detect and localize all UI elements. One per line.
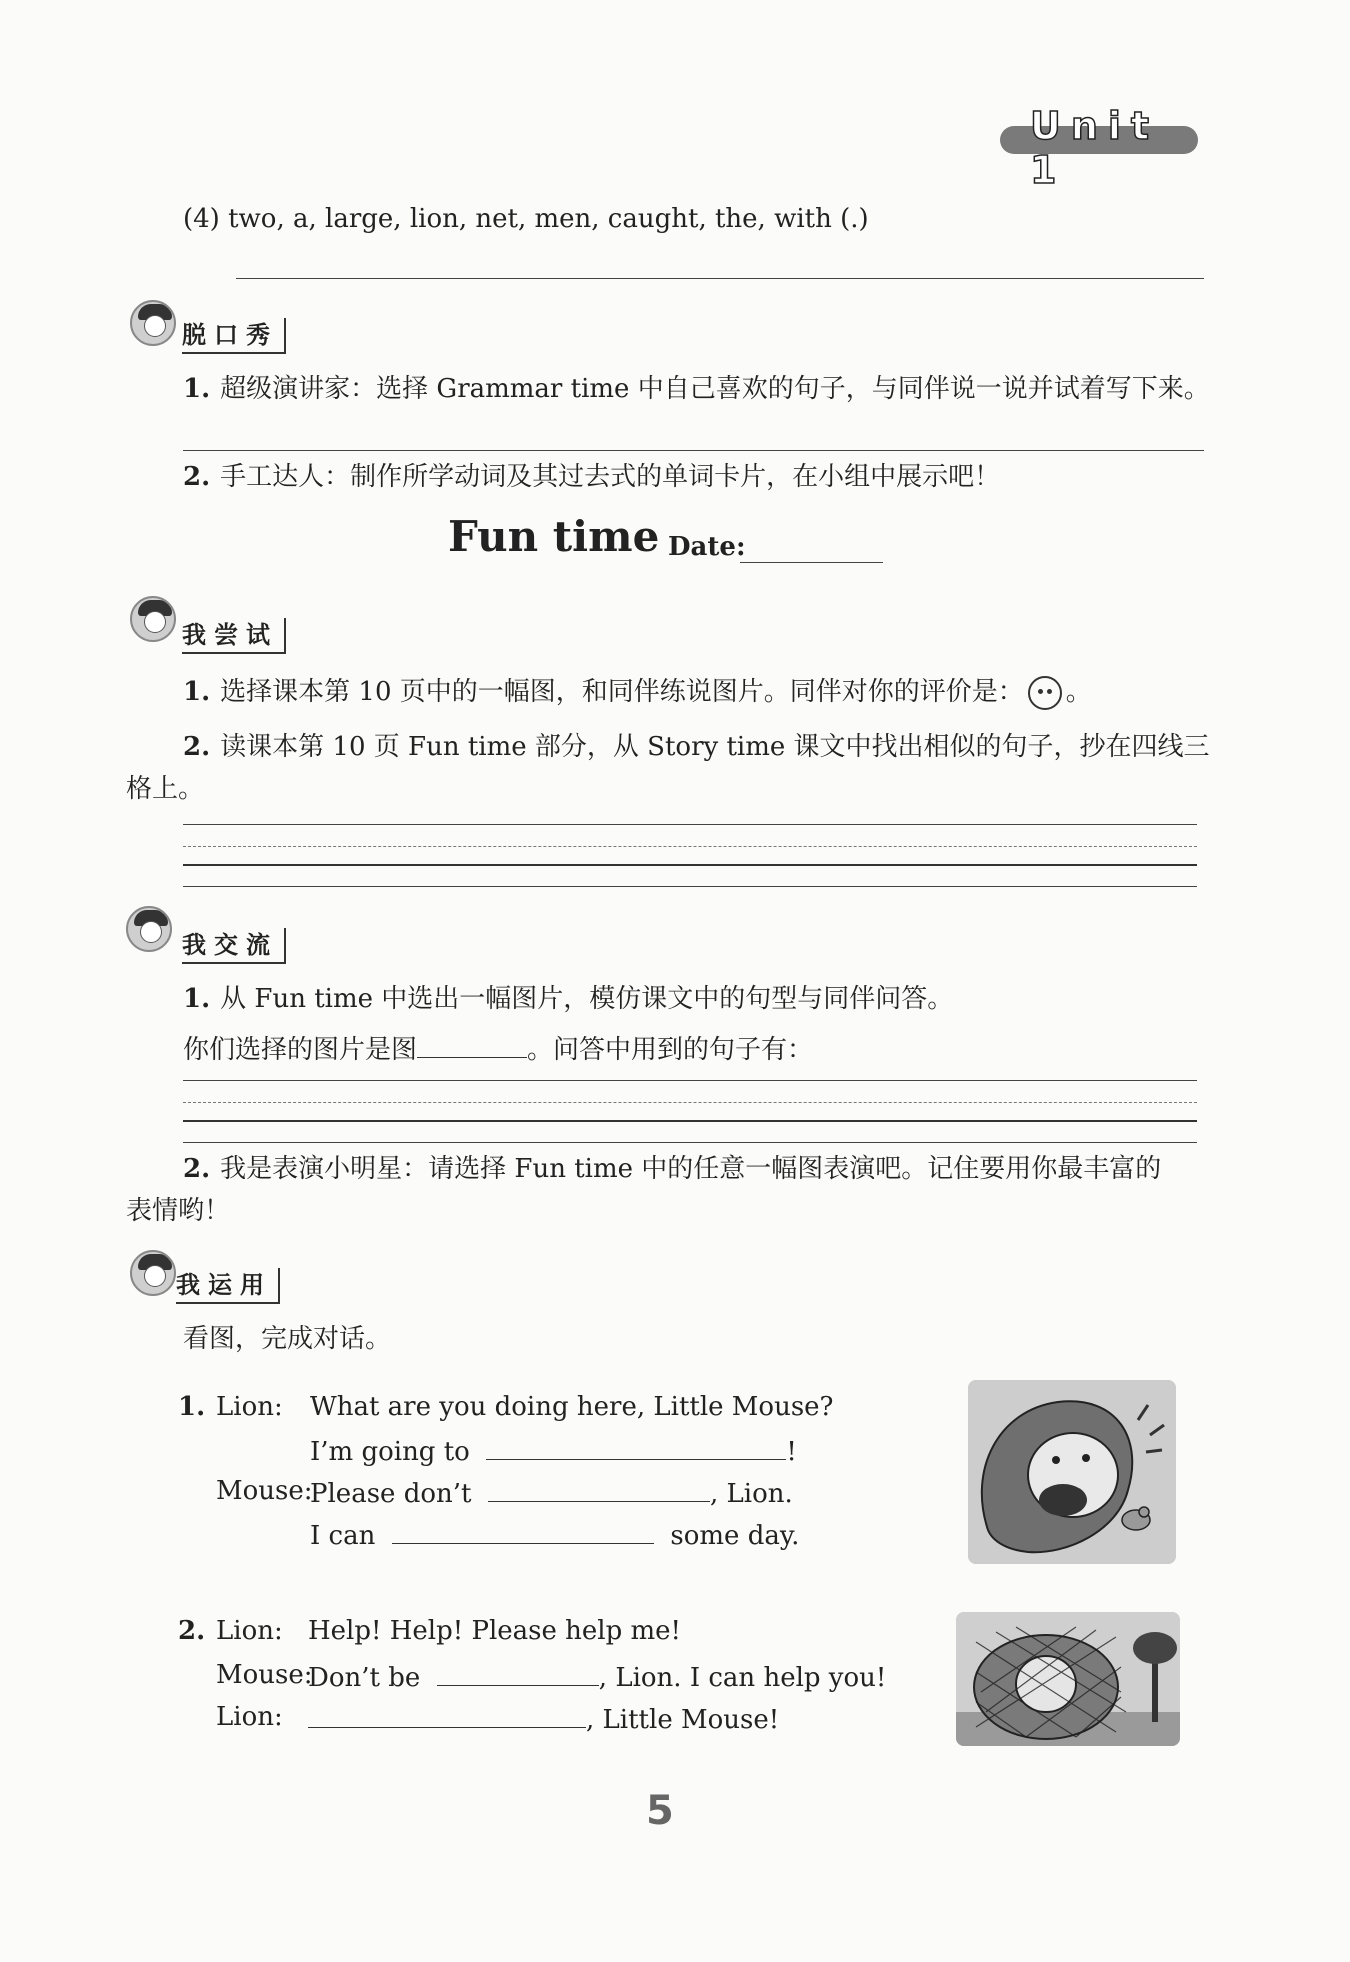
answer-blank[interactable] (392, 1518, 654, 1544)
talkshow-item-1 (183, 374, 1210, 405)
dialog-2-line: Don’t be , Lion. I can help you! (308, 1660, 886, 1694)
lion-mouse-illustration (968, 1380, 1176, 1564)
exchange-item-2-cont: 表情哟！ (126, 1196, 231, 1226)
smiley-icon[interactable] (1028, 676, 1062, 710)
dialog-2-line: Help! Help! Please help me! (308, 1616, 682, 1646)
talkshow-item-2 (183, 462, 1000, 493)
item-end: 。 (1065, 677, 1092, 707)
date-field[interactable] (740, 562, 883, 563)
section-try-badge: 我尝试 (182, 618, 286, 654)
item-number: 2. (183, 1154, 211, 1184)
dialog-2-speaker: Lion: (216, 1616, 283, 1646)
kids-mascot-icon (126, 906, 172, 952)
dialog-1-line: I’m going to ! (310, 1434, 797, 1468)
answer-line (183, 450, 1204, 451)
apply-instruction: 看图，完成对话。 (183, 1324, 392, 1354)
dialog-2-speaker: Mouse: (216, 1660, 313, 1690)
exchange-item-1 (183, 984, 953, 1015)
item-number: 2. (183, 732, 211, 762)
exchange-item-2 (183, 1154, 1161, 1185)
dialog-1-number: 1. (178, 1392, 206, 1422)
answer-blank[interactable] (486, 1434, 786, 1460)
unit-label: Unit 1 (1030, 104, 1160, 192)
dialog-1-line: What are you doing here, Little Mouse? (310, 1392, 834, 1422)
dialog-2-speaker: Lion: (216, 1702, 283, 1732)
item-text: 读课本第 10 页 Fun time 部分，从 Story time 课文中找出相似的句子，抄在四线三 (220, 732, 1210, 762)
item-number: 1. (183, 374, 211, 404)
fun-time-title: Fun time (448, 512, 660, 561)
picture-number-field[interactable] (417, 1032, 527, 1058)
boy-mascot-icon (130, 596, 176, 642)
answer-line (236, 278, 1204, 279)
item-text: 手工达人：制作所学动词及其过去式的单词卡片，在小组中展示吧！ (220, 462, 1001, 492)
item-text: 我是表演小明星：请选择 Fun time 中的任意一幅图表演吧。记住要用你最丰富的 (220, 1154, 1162, 1184)
item-text: 从 Fun time 中选出一幅图片，模仿课文中的句型与同伴问答。 (220, 984, 954, 1014)
lion-illustration-svg (968, 1380, 1176, 1564)
item-number: 1. (183, 984, 211, 1014)
exchange-item-1-line2 (183, 1032, 813, 1066)
item-number: 2. (183, 462, 211, 492)
answer-blank[interactable] (488, 1476, 710, 1502)
four-line-grid-line (183, 1080, 1197, 1081)
item-text: 选择课本第 10 页中的一幅图，和同伴练说图片。同伴对你的评价是： (220, 677, 1024, 707)
girl-mascot-icon (130, 1250, 176, 1296)
item-number: 1. (183, 677, 211, 707)
text-part: 你们选择的图片是图 (183, 1035, 418, 1065)
dialog-1-line: Please don’t , Lion. (310, 1476, 793, 1510)
four-line-grid-line (183, 1102, 1197, 1103)
try-item-2-cont: 格上。 (126, 774, 205, 804)
girl-mascot-icon (130, 300, 176, 346)
section-exchange-badge: 我交流 (182, 928, 286, 964)
answer-blank[interactable] (308, 1702, 586, 1728)
net-illustration-svg (956, 1612, 1180, 1746)
dialog-1-speaker: Lion: (216, 1392, 283, 1422)
date-label: Date: (668, 532, 746, 562)
dialog-1-speaker: Mouse: (216, 1476, 313, 1506)
lion-in-net-illustration (956, 1612, 1180, 1746)
section-apply-badge: 我运用 (176, 1268, 280, 1304)
section-talkshow-badge: 脱口秀 (182, 318, 286, 354)
four-line-grid-line (183, 1120, 1197, 1122)
question-4: (4) two, a, large, lion, net, men, caught, the, with (.) (183, 204, 869, 234)
item-text: 超级演讲家：选择 Grammar time 中自己喜欢的句子，与同伴说一说并试着写下来。 (220, 374, 1210, 404)
dialog-2-number: 2. (178, 1616, 206, 1646)
four-line-grid-line (183, 886, 1197, 887)
page-number: 5 (646, 1788, 674, 1834)
answer-blank[interactable] (437, 1660, 599, 1686)
try-item-2 (183, 732, 1210, 763)
four-line-grid-line (183, 1142, 1197, 1143)
dialog-2-line: , Little Mouse! (308, 1702, 779, 1736)
four-line-grid-line (183, 864, 1197, 866)
dialog-1-line: I can some day. (310, 1518, 799, 1552)
four-line-grid-line (183, 824, 1197, 825)
try-item-1 (183, 676, 1092, 710)
text-part: 。问答中用到的句子有： (527, 1035, 814, 1065)
unit-tab (1000, 100, 1198, 192)
four-line-grid-line (183, 846, 1197, 847)
